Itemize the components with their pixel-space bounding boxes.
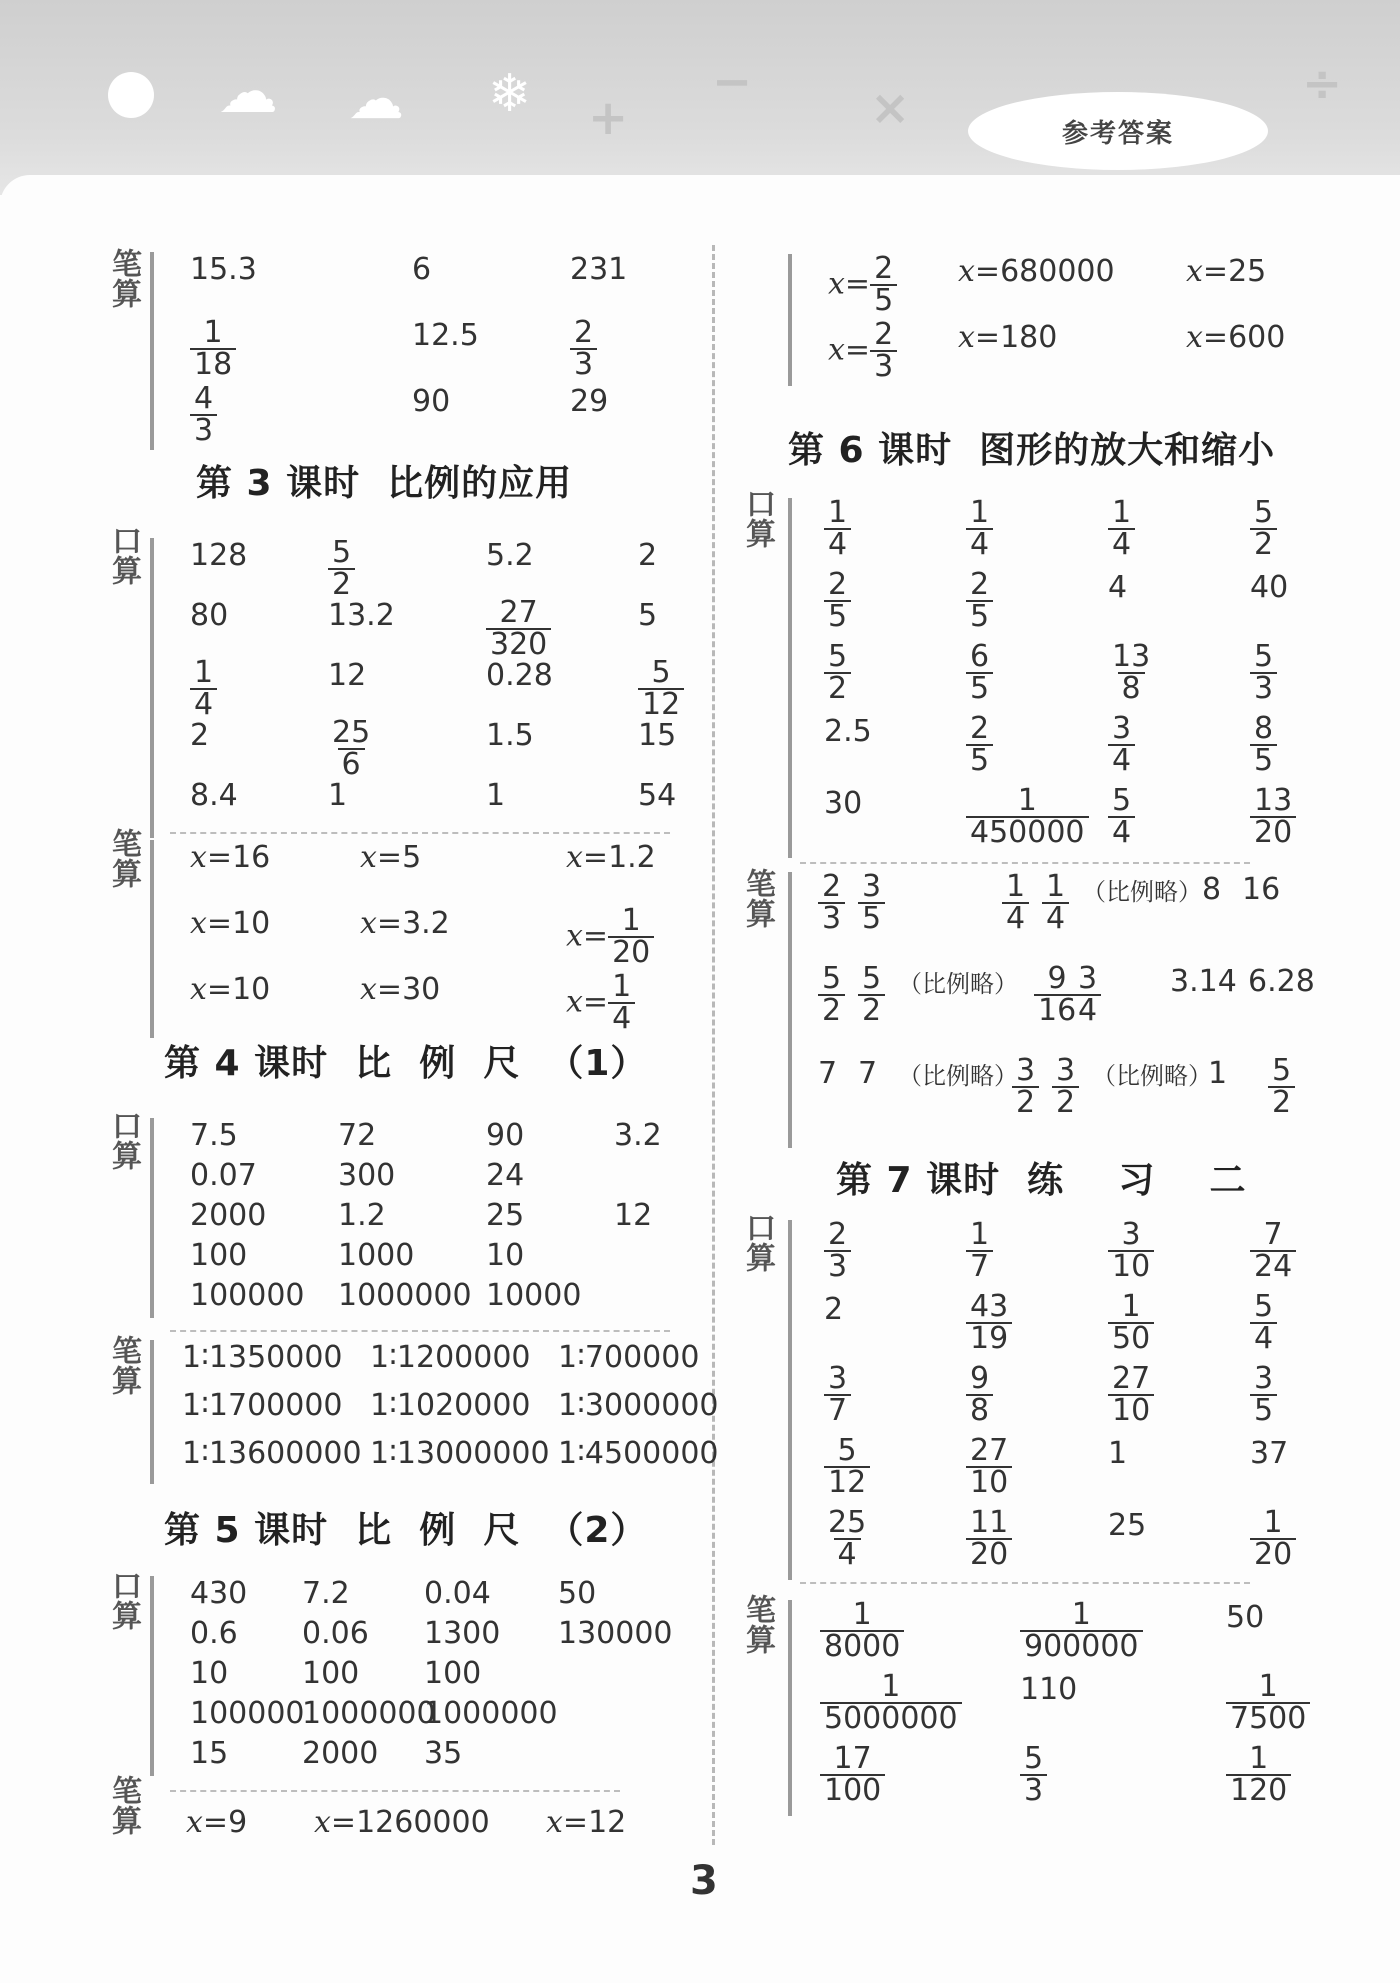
answer-value: $\frac{1}{8000}$ [820,1600,904,1662]
answer-value: 5.2 [486,538,534,573]
answer-block [150,1340,719,1484]
answer-value: $\frac{1}{4}$ [824,498,851,560]
answer-row [806,1361,1332,1436]
answer-value: $\frac{9}{8}$ [966,1364,993,1426]
written-calc-tag: 笔算 [106,1335,141,1395]
answer-row [806,1597,1332,1672]
section-title: 第 3 课时 比例的应用 [196,463,573,504]
oral-calc-tag: 口算 [740,1212,775,1272]
answer-value: （比例略） [1082,878,1202,906]
answer-value: $\frac{27}{10}$ [966,1436,1012,1498]
answer-row [164,1805,670,1853]
cloud-icon: ☁ [218,57,278,127]
answer-value: $\frac{3}{10}$ [1108,1220,1154,1282]
header-band-curve [0,175,1400,205]
answer-value: $\frac{2}{5}$ [966,714,993,776]
answer-value: $\frac{5}{4}$ [1108,786,1135,848]
answer-row [168,969,674,1038]
answer-row [806,1669,1332,1744]
answer-value: $\frac{2}{3}$ [824,1220,851,1282]
answer-row [168,715,677,782]
oral-calc-tag: 口算 [106,525,141,585]
answer-value: 3.2 [614,1118,662,1153]
sun-icon [108,72,154,118]
answer-row [168,1388,719,1436]
answer-value: 2 [824,1292,844,1327]
answer-value: 1∶4500000 [558,1436,719,1471]
answer-value: 1 [486,778,506,813]
answer-value: （比例略） [898,1062,1018,1090]
answer-value: 10 [486,1238,525,1273]
answer-row [168,315,674,384]
answer-value: 10000 [486,1278,582,1313]
answer-row [806,711,1332,786]
answer-row [168,778,677,838]
answer-value: $\frac{1}{7500}$ [1226,1672,1310,1734]
answer-key-badge: 参考答案 [968,92,1268,170]
oral-calc-tag: 口算 [740,488,775,548]
answer-value: x=3.2 [360,906,450,941]
answer-value: 2 [190,718,210,753]
answer-value: 0.06 [302,1616,369,1651]
answer-row [168,1238,674,1278]
answer-value: x= $\frac{2}{3}$ [828,320,897,382]
answer-value: $\frac{5}{2}$ [858,964,885,1026]
dashed-separator [170,832,670,834]
answer-value: 100 [190,1238,248,1273]
answer-value: $\frac{17}{100}$ [820,1744,885,1806]
snowflake-icon: ❄ [488,64,532,124]
answer-value: $\frac{1}{120}$ [1226,1744,1291,1806]
answer-value: $\frac{1}{4}$ [1108,498,1135,560]
answer-value: 37 [1250,1436,1289,1471]
answer-value: $\frac{13}{20}$ [1250,786,1296,848]
answer-value: $\frac{43}{19}$ [966,1292,1012,1354]
answer-value: $\frac{27}{320}$ [486,598,551,660]
answer-value: $\frac{7}{24}$ [1250,1220,1296,1282]
answer-row [806,1289,1332,1364]
answer-row [806,1053,1332,1148]
answer-row [168,535,674,602]
answer-value: x=9 [186,1805,248,1840]
answer-value: $\frac{1}{5000000}$ [820,1672,962,1734]
answer-value: 1∶1020000 [370,1388,531,1423]
answer-value: $\frac{4}{3}$ [190,384,217,446]
answer-value: $\frac{2}{5}$ [824,570,851,632]
answer-value: $\frac{1}{4}$ [1042,872,1069,934]
answer-row [806,1741,1332,1816]
answer-block [150,1805,670,1853]
answer-row [168,655,681,722]
answer-value: $\frac{1}{18}$ [190,318,236,380]
answer-value: 1∶1700000 [182,1388,343,1423]
answer-value: x=1.2 [566,840,656,875]
answer-value: $\frac{5}{2}$ [1268,1056,1295,1118]
answer-row [806,639,1332,714]
answer-row [168,1436,719,1484]
answer-value: 6.28 [1248,964,1315,999]
answer-value: $\frac{2}{3}$ [570,318,597,380]
answer-value: x= $\frac{1}{20}$ [566,906,654,968]
answer-value: 0.04 [424,1576,491,1611]
answer-value: （比例略） [1092,1062,1212,1090]
written-calc-tag: 笔算 [106,248,141,308]
answer-value: $\frac{3}{2}$ [1012,1056,1039,1118]
answer-value: $\frac{1}{20}$ [1250,1508,1296,1570]
answer-value: $\frac{5}{2}$ [1250,498,1277,560]
answer-block [150,840,674,1038]
times-icon: × [870,80,911,136]
answer-row [168,1278,674,1318]
answer-value: 15 [190,1736,229,1771]
answer-row [168,595,674,662]
answer-value: $\frac{1}{900000}$ [1020,1600,1143,1662]
answer-value: x=25 [1186,254,1267,289]
answer-value: 1.5 [486,718,534,753]
answer-value: 35 [424,1736,463,1771]
answer-value: 100 [424,1656,482,1691]
answer-value: 1000000 [424,1696,558,1731]
answer-value: x=30 [360,972,441,1007]
answer-row [806,1217,1332,1292]
answer-row [806,567,1332,642]
answer-value: 12 [614,1198,653,1233]
answer-value: 1300 [424,1616,501,1651]
answer-value: 130000 [558,1616,673,1651]
answer-row [806,495,1332,570]
answer-row [806,1433,1332,1508]
answer-value: 25 [486,1198,525,1233]
plus-icon: + [588,90,629,146]
answer-value: x= $\frac{1}{4}$ [566,972,635,1034]
side-print-code [0,1660,4,1782]
answer-value: x=10 [190,972,271,1007]
answer-value: 100000 [190,1696,305,1731]
dashed-separator [800,862,1250,864]
answer-value: 8.4 [190,778,238,813]
answer-value: $\frac{1}{4}$ [1002,872,1029,934]
written-calc-tag: 笔算 [106,1775,141,1835]
answer-value: 1000000 [338,1278,472,1313]
answer-value: 1000000 [302,1696,436,1731]
dashed-separator [170,1330,670,1332]
answer-value: 54 [638,778,677,813]
written-calc-tag: 笔算 [740,868,775,928]
answer-row [168,381,674,450]
answer-row [806,783,1332,858]
answer-value: 1∶13000000 [370,1436,550,1471]
answer-value: $\frac{13}{8}$ [1112,639,1151,706]
answer-value: $\frac{1}{50}$ [1108,1292,1154,1354]
answer-row [168,252,674,318]
answer-row [168,1696,674,1736]
answer-value: $\frac{1}{4}$ [966,498,993,560]
answer-row [168,903,674,972]
answer-value: 8 [1202,872,1222,907]
section-title: 第 6 课时 图形的放大和缩小 [788,430,1276,471]
answer-row [806,1505,1332,1580]
answer-value: 13.2 [328,598,395,633]
answer-value: $\frac{25}{6}$ [332,715,371,782]
answer-value: 90 [412,384,451,419]
answer-value: 100 [302,1656,360,1691]
answer-block [150,1576,674,1776]
dashed-separator [170,1790,620,1792]
answer-value: 2.5 [824,714,872,749]
answer-value: 50 [1226,1600,1265,1635]
answer-value: x=10 [190,906,271,941]
answer-value: 0.28 [486,658,553,693]
answer-block [150,252,674,450]
answer-value: 128 [190,538,248,573]
answer-value: 1∶1200000 [370,1340,531,1375]
answer-value: 12.5 [412,318,479,353]
answer-value: $\frac{25}{4}$ [828,1505,867,1572]
answer-value: 3.14 [1170,964,1237,999]
answer-value: 10 [190,1656,229,1691]
answer-value: $\frac{2}{5}$ [966,570,993,632]
answer-value: 0.07 [190,1158,257,1193]
answer-value: $\frac{3}{2}$ [1052,1056,1079,1118]
answer-block [150,535,681,838]
answer-value: 30 [824,786,863,821]
answer-value: $\frac{2}{3}$ [818,872,845,934]
answer-value: $\frac{3}{4}$ [1108,714,1135,776]
answer-value: x=180 [958,320,1058,355]
answer-block [788,251,1312,386]
answer-value: $\frac{6}{5}$ [966,642,993,704]
answer-value: 430 [190,1576,248,1611]
section-title: 第 4 课时 比 例 尺 （1） [164,1043,648,1084]
answer-value: $\frac{5}{4}$ [1250,1292,1277,1354]
answer-row [168,1656,674,1696]
answer-value: 100000 [190,1278,305,1313]
answer-value: 24 [486,1158,525,1193]
answer-row [168,1158,674,1198]
written-calc-tag: 笔算 [740,1594,775,1654]
minus-icon: − [712,54,753,110]
answer-value: 7 [818,1056,838,1091]
written-calc-tag: 笔算 [106,828,141,888]
answer-value: 1 [1208,1056,1228,1091]
answer-value: $\frac{11}{20}$ [966,1508,1012,1570]
answer-value: 15.3 [190,252,257,287]
answer-value: $\frac{3}{5}$ [1250,1364,1277,1426]
answer-value: 80 [190,598,229,633]
answer-value: $\frac{1}{7}$ [966,1220,993,1282]
answer-row [168,1340,700,1388]
answer-value: $\frac{9}{16}$ [1034,964,1080,1026]
rain-cloud-icon: ☁ [348,67,404,132]
answer-value: $\frac{3}{4}$ [1074,964,1101,1026]
answer-value: 7.5 [190,1118,238,1153]
answer-value: $\frac{5}{2}$ [818,964,845,1026]
answer-block [788,1597,1332,1816]
answer-value: $\frac{5}{2}$ [824,642,851,704]
answer-value: 5 [638,598,658,633]
answer-value: 1.2 [338,1198,386,1233]
answer-value: x=600 [1186,320,1286,355]
answer-row [806,869,1332,964]
answer-value: $\frac{1}{450000}$ [966,786,1089,848]
answer-value: 1 [1108,1436,1128,1471]
answer-value: 1∶1350000 [182,1340,343,1375]
answer-value: 1∶3000000 [558,1388,719,1423]
answer-value: 29 [570,384,609,419]
answer-value: x=1260000 [314,1805,490,1840]
answer-value: （比例略） [898,970,1018,998]
answer-value: 0.6 [190,1616,238,1651]
answer-block [788,495,1332,858]
answer-value: $\frac{27}{10}$ [1108,1364,1154,1426]
answer-value: x=12 [546,1805,627,1840]
answer-value: x= $\frac{2}{5}$ [828,254,897,316]
section-title: 第 5 课时 比 例 尺 （2） [164,1510,648,1551]
answer-row [806,251,1312,320]
answer-value: $\frac{5}{12}$ [638,658,684,720]
page-number: 3 [690,1858,718,1904]
answer-value: $\frac{5}{3}$ [1250,642,1277,704]
divide-icon: ÷ [1302,56,1343,112]
section-title: 第 7 课时 练 习 二 [836,1160,1247,1201]
oral-calc-tag: 口算 [106,1110,141,1170]
answer-value: x=680000 [958,254,1115,289]
answer-row [168,1616,674,1656]
answer-row [168,1576,674,1616]
answer-value: 90 [486,1118,525,1153]
answer-value: 25 [1108,1508,1147,1543]
answer-value: 15 [638,718,677,753]
answer-value: $\frac{3}{5}$ [858,872,885,934]
answer-row [168,1118,674,1158]
answer-value: x=5 [360,840,422,875]
answer-value: 2000 [302,1736,379,1771]
answer-value: 72 [338,1118,377,1153]
answer-value: 50 [558,1576,597,1611]
answer-value: 6 [412,252,432,287]
oral-calc-tag: 口算 [106,1570,141,1630]
answer-value: 1∶13600000 [182,1436,362,1471]
answer-value: 4 [1108,570,1128,605]
answer-row [806,317,1312,386]
answer-value: $\frac{8}{5}$ [1250,714,1277,776]
answer-value: 7 [858,1056,878,1091]
answer-value: 12 [328,658,367,693]
answer-value: 300 [338,1158,396,1193]
answer-block [788,869,1332,1148]
answer-value: 2000 [190,1198,267,1233]
answer-row [168,840,674,906]
answer-value: 2 [638,538,658,573]
answer-row [168,1736,674,1776]
answer-block [150,1118,674,1318]
answer-value: 16 [1242,872,1281,907]
answer-value: 110 [1020,1672,1078,1707]
dashed-separator [800,1582,1250,1584]
answer-value: 231 [570,252,628,287]
answer-value: $\frac{5}{12}$ [824,1436,870,1498]
answer-value: 40 [1250,570,1289,605]
answer-value: $\frac{5}{3}$ [1020,1744,1047,1806]
answer-row [168,1198,674,1238]
answer-value: x=16 [190,840,271,875]
answer-value: 1∶700000 [558,1340,700,1375]
answer-value: 1 [328,778,348,813]
answer-value: $\frac{3}{7}$ [824,1364,851,1426]
answer-value: 7.2 [302,1576,350,1611]
answer-value: 1000 [338,1238,415,1273]
answer-block [788,1217,1332,1580]
answer-value: $\frac{5}{2}$ [328,538,355,600]
column-divider [712,245,715,1845]
answer-row [806,961,1332,1056]
answer-value: $\frac{1}{4}$ [190,658,217,720]
